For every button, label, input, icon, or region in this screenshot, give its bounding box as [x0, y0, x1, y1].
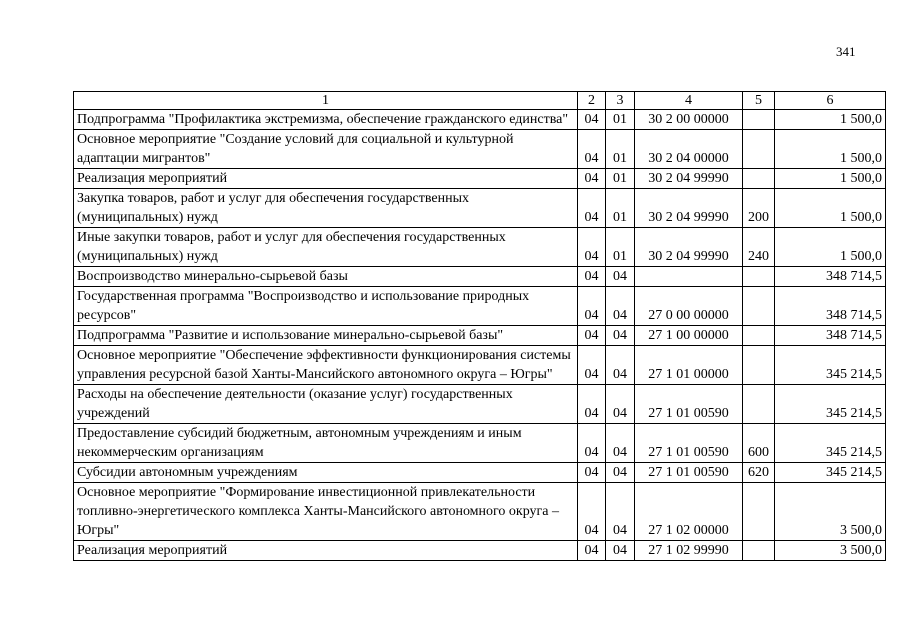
- amount-cell: 348 714,5: [775, 267, 886, 287]
- subsection-code-cell: 04: [606, 326, 635, 346]
- target-article-cell: [635, 267, 743, 287]
- expense-type-cell: [743, 385, 775, 424]
- expense-type-cell: [743, 346, 775, 385]
- subsection-code-cell: 04: [606, 346, 635, 385]
- expense-type-cell: [743, 483, 775, 541]
- amount-cell: 345 214,5: [775, 346, 886, 385]
- expense-type-cell: [743, 287, 775, 326]
- amount-cell: 1 500,0: [775, 130, 886, 169]
- row-name-cell: Закупка товаров, работ и услуг для обеспечения государственных (муниципальных) нужд: [74, 189, 578, 228]
- amount-cell: 1 500,0: [775, 169, 886, 189]
- target-article-cell: 27 1 01 00590: [635, 463, 743, 483]
- subsection-code-cell: 01: [606, 110, 635, 130]
- table-row: [74, 169, 886, 189]
- table-row: [74, 189, 886, 228]
- target-article-cell: 27 1 01 00590: [635, 424, 743, 463]
- row-name-cell: Подпрограмма "Профилактика экстремизма, обеспечение гражданского единства": [74, 110, 578, 130]
- amount-cell: 1 500,0: [775, 189, 886, 228]
- amount-cell: 3 500,0: [775, 483, 886, 541]
- expense-type-cell: 200: [743, 189, 775, 228]
- section-code-cell: 04: [578, 130, 606, 169]
- section-code-cell: 04: [578, 287, 606, 326]
- table-row: [74, 463, 886, 483]
- expense-type-cell: [743, 541, 775, 561]
- table-row: [74, 287, 886, 326]
- target-article-cell: 30 2 04 99990: [635, 189, 743, 228]
- table-row: [74, 326, 886, 346]
- row-name-cell: Реализация мероприятий: [74, 541, 578, 561]
- section-code-cell: 04: [578, 541, 606, 561]
- column-header: 6: [775, 92, 886, 110]
- subsection-code-cell: 04: [606, 483, 635, 541]
- amount-cell: 345 214,5: [775, 424, 886, 463]
- expense-type-cell: 240: [743, 228, 775, 267]
- budget-table: [73, 91, 886, 561]
- target-article-cell: 30 2 04 99990: [635, 169, 743, 189]
- target-article-cell: 27 1 00 00000: [635, 326, 743, 346]
- target-article-cell: 30 2 00 00000: [635, 110, 743, 130]
- amount-cell: 348 714,5: [775, 287, 886, 326]
- expense-type-cell: 620: [743, 463, 775, 483]
- section-code-cell: 04: [578, 346, 606, 385]
- row-name-cell: Расходы на обеспечение деятельности (оказание услуг) государственных учреждений: [74, 385, 578, 424]
- amount-cell: 1 500,0: [775, 110, 886, 130]
- table-row: [74, 110, 886, 130]
- target-article-cell: 27 1 02 00000: [635, 483, 743, 541]
- section-code-cell: 04: [578, 424, 606, 463]
- section-code-cell: 04: [578, 483, 606, 541]
- table-row: [74, 346, 886, 385]
- subsection-code-cell: 01: [606, 189, 635, 228]
- table-row: [74, 385, 886, 424]
- column-header: 3: [606, 92, 635, 110]
- target-article-cell: 27 1 01 00000: [635, 346, 743, 385]
- section-code-cell: 04: [578, 189, 606, 228]
- subsection-code-cell: 04: [606, 385, 635, 424]
- expense-type-cell: [743, 267, 775, 287]
- section-code-cell: 04: [578, 169, 606, 189]
- target-article-cell: 30 2 04 99990: [635, 228, 743, 267]
- table-row: [74, 424, 886, 463]
- subsection-code-cell: 04: [606, 541, 635, 561]
- subsection-code-cell: 04: [606, 424, 635, 463]
- section-code-cell: 04: [578, 267, 606, 287]
- section-code-cell: 04: [578, 110, 606, 130]
- row-name-cell: Государственная программа "Воспроизводство и использование природных ресурсов": [74, 287, 578, 326]
- amount-cell: 348 714,5: [775, 326, 886, 346]
- row-name-cell: Воспроизводство минерально-сырьевой базы: [74, 267, 578, 287]
- table-row: [74, 541, 886, 561]
- expense-type-cell: [743, 110, 775, 130]
- amount-cell: 345 214,5: [775, 385, 886, 424]
- row-name-cell: Реализация мероприятий: [74, 169, 578, 189]
- row-name-cell: Подпрограмма "Развитие и использование минерально-сырьевой базы": [74, 326, 578, 346]
- column-header: 4: [635, 92, 743, 110]
- row-name-cell: Субсидии автономным учреждениям: [74, 463, 578, 483]
- row-name-cell: Основное мероприятие "Обеспечение эффективности функционирования системы управления ресурсной базой Ханты-Мансийского автономного округа – Югры": [74, 346, 578, 385]
- target-article-cell: 30 2 04 00000: [635, 130, 743, 169]
- subsection-code-cell: 01: [606, 228, 635, 267]
- page-number: 341: [836, 44, 856, 59]
- target-article-cell: 27 0 00 00000: [635, 287, 743, 326]
- subsection-code-cell: 01: [606, 130, 635, 169]
- expense-type-cell: 600: [743, 424, 775, 463]
- column-header: 5: [743, 92, 775, 110]
- subsection-code-cell: 04: [606, 463, 635, 483]
- subsection-code-cell: 04: [606, 287, 635, 326]
- table-row: [74, 228, 886, 267]
- column-header: 1: [74, 92, 578, 110]
- expense-type-cell: [743, 326, 775, 346]
- amount-cell: 3 500,0: [775, 541, 886, 561]
- section-code-cell: 04: [578, 385, 606, 424]
- target-article-cell: 27 1 01 00590: [635, 385, 743, 424]
- expense-type-cell: [743, 169, 775, 189]
- row-name-cell: Предоставление субсидий бюджетным, автономным учреждениям и иным некоммерческим организациям: [74, 424, 578, 463]
- section-code-cell: 04: [578, 228, 606, 267]
- table-row: [74, 267, 886, 287]
- column-header: 2: [578, 92, 606, 110]
- amount-cell: 345 214,5: [775, 463, 886, 483]
- target-article-cell: 27 1 02 99990: [635, 541, 743, 561]
- amount-cell: 1 500,0: [775, 228, 886, 267]
- column-number-row: [74, 92, 886, 110]
- row-name-cell: Иные закупки товаров, работ и услуг для обеспечения государственных (муниципальных) нужд: [74, 228, 578, 267]
- table-row: [74, 483, 886, 541]
- table-row: [74, 130, 886, 169]
- subsection-code-cell: 04: [606, 267, 635, 287]
- row-name-cell: Основное мероприятие "Формирование инвестиционной привлекательности топливно-энергетического комплекса Ханты-Мансийского автономного округа – Югры": [74, 483, 578, 541]
- expense-type-cell: [743, 130, 775, 169]
- subsection-code-cell: 01: [606, 169, 635, 189]
- section-code-cell: 04: [578, 463, 606, 483]
- row-name-cell: Основное мероприятие "Создание условий для социальной и культурной адаптации мигрантов": [74, 130, 578, 169]
- section-code-cell: 04: [578, 326, 606, 346]
